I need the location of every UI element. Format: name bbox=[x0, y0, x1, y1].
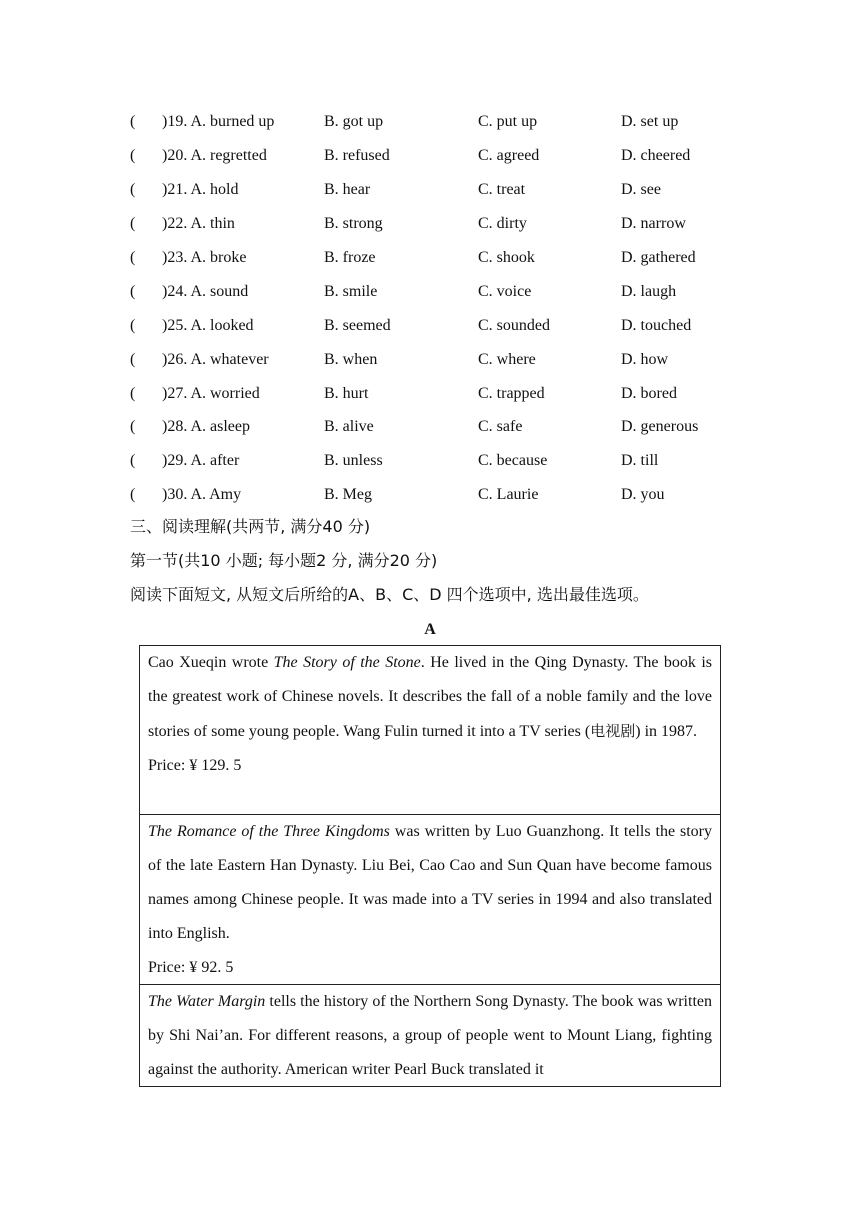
option-b: B. hurt bbox=[324, 385, 369, 402]
option-b: B. strong bbox=[324, 215, 383, 232]
book-price: Price: ¥ 92. 5 bbox=[148, 959, 234, 976]
option-c: C. treat bbox=[478, 181, 526, 198]
option-d: D. cheered bbox=[621, 147, 691, 164]
option-b: B. when bbox=[324, 351, 378, 368]
book-description: The Water Margin tells the history of the Northern Song Dynasty. The book was written by Shi Nai’an. For different reasons, a group of people went to Mount Liang, fighting against the authority. American writer Pearl Buck translated it bbox=[148, 993, 712, 1078]
option-b: B. Meg bbox=[324, 486, 372, 503]
book-title: The Romance of the Three Kingdoms bbox=[148, 823, 390, 840]
option-c: C. trapped bbox=[478, 385, 545, 402]
option-d: D. generous bbox=[621, 418, 699, 435]
option-a: )22. A. thin bbox=[162, 215, 235, 232]
option-d: D. set up bbox=[621, 113, 679, 130]
section-title: 三、阅读理解(共两节, 满分40 分) bbox=[130, 517, 371, 536]
book-title: The Water Margin bbox=[148, 993, 266, 1010]
option-a: )21. A. hold bbox=[162, 181, 239, 198]
answer-blank: ( bbox=[130, 351, 136, 368]
option-c: C. put up bbox=[478, 113, 538, 130]
option-a: )25. A. looked bbox=[162, 317, 254, 334]
option-d: D. gathered bbox=[621, 249, 696, 266]
answer-blank: ( bbox=[130, 249, 136, 266]
option-d: D. how bbox=[621, 351, 669, 368]
option-a: )29. A. after bbox=[162, 452, 240, 469]
option-a: )23. A. broke bbox=[162, 249, 247, 266]
option-b: B. smile bbox=[324, 283, 378, 300]
option-b: B. refused bbox=[324, 147, 390, 164]
answer-blank: ( bbox=[130, 486, 136, 503]
option-a: )19. A. burned up bbox=[162, 113, 275, 130]
option-c: C. voice bbox=[478, 283, 532, 300]
book-description: Cao Xueqin wrote The Story of the Stone. He lived in the Qing Dynasty. The book is the greatest work of Chinese novels. It describes the fall of a noble family and the love stories of some young people. Wang Fulin turned it into a TV series (电视剧) in 1987. bbox=[148, 654, 712, 740]
option-b: B. got up bbox=[324, 113, 384, 130]
option-b: B. alive bbox=[324, 418, 374, 435]
option-d: D. laugh bbox=[621, 283, 677, 300]
book-cell bbox=[140, 646, 720, 815]
option-c: C. Laurie bbox=[478, 486, 539, 503]
option-d: D. narrow bbox=[621, 215, 686, 232]
option-c: C. shook bbox=[478, 249, 535, 266]
option-c: C. because bbox=[478, 452, 548, 469]
answer-blank: ( bbox=[130, 283, 136, 300]
answer-blank: ( bbox=[130, 147, 136, 164]
option-a: )30. A. Amy bbox=[162, 486, 242, 503]
option-c: C. safe bbox=[478, 418, 523, 435]
answer-blank: ( bbox=[130, 418, 136, 435]
section-instruction: 阅读下面短文, 从短文后所给的A、B、C、D 四个选项中, 选出最佳选项。 bbox=[130, 585, 649, 604]
book-cell bbox=[140, 985, 720, 1087]
option-d: D. bored bbox=[621, 385, 677, 402]
section-part: 第一节(共10 小题; 每小题2 分, 满分20 分) bbox=[130, 551, 438, 570]
answer-blank: ( bbox=[130, 385, 136, 402]
option-d: D. you bbox=[621, 486, 665, 503]
option-c: C. dirty bbox=[478, 215, 527, 232]
answer-blank: ( bbox=[130, 181, 136, 198]
answer-blank: ( bbox=[130, 113, 136, 130]
answer-blank: ( bbox=[130, 452, 136, 469]
option-b: B. hear bbox=[324, 181, 371, 198]
option-d: D. see bbox=[621, 181, 661, 198]
passage-label: A bbox=[424, 621, 436, 638]
option-b: B. seemed bbox=[324, 317, 391, 334]
option-d: D. till bbox=[621, 452, 659, 469]
book-title: The Story of the Stone bbox=[273, 654, 421, 671]
option-a: )26. A. whatever bbox=[162, 351, 269, 368]
book-cell bbox=[140, 815, 720, 985]
book-price: Price: ¥ 129. 5 bbox=[148, 757, 242, 774]
option-d: D. touched bbox=[621, 317, 692, 334]
option-b: B. unless bbox=[324, 452, 383, 469]
option-a: )20. A. regretted bbox=[162, 147, 267, 164]
option-a: )27. A. worried bbox=[162, 385, 260, 402]
option-c: C. where bbox=[478, 351, 536, 368]
answer-blank: ( bbox=[130, 215, 136, 232]
answer-blank: ( bbox=[130, 317, 136, 334]
option-a: )24. A. sound bbox=[162, 283, 249, 300]
book-table bbox=[139, 645, 721, 1087]
book-description: The Romance of the Three Kingdoms was written by Luo Guanzhong. It tells the story of the late Eastern Han Dynasty. Liu Bei, Cao Cao and Sun Quan have become famous names among Chinese people. It was made into a TV series in 1994 and also translated into English. bbox=[148, 823, 712, 942]
option-a: )28. A. asleep bbox=[162, 418, 250, 435]
option-b: B. froze bbox=[324, 249, 376, 266]
option-c: C. agreed bbox=[478, 147, 540, 164]
option-c: C. sounded bbox=[478, 317, 550, 334]
